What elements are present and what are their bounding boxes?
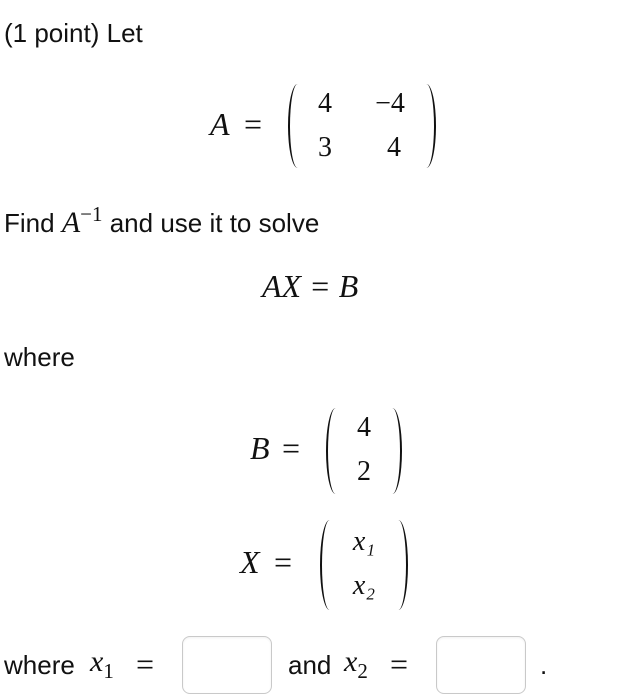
x1-answer-input[interactable] <box>182 636 272 694</box>
vector-b <box>326 408 402 494</box>
vector-b-equals: = <box>282 430 301 466</box>
x1-sub: 1 <box>103 659 114 683</box>
matrix-a-left-paren <box>288 84 304 168</box>
vector-b-cell-1: 4 <box>357 412 371 443</box>
vector-x-right-paren <box>392 520 408 610</box>
find-line <box>4 202 319 240</box>
problem-intro: (1 point) Let <box>4 18 143 48</box>
x2-equals: = <box>390 646 409 682</box>
vector-b-symbol: B <box>250 430 270 466</box>
x1-equals: = <box>136 646 155 682</box>
matrix-a <box>288 84 436 168</box>
matrix-a-equals: = <box>244 106 263 142</box>
and-label: and <box>288 650 332 680</box>
a-inverse-base: A <box>61 206 81 239</box>
vector-x-cell-2: x₂ <box>352 570 376 601</box>
vector-b-cell-2: 2 <box>357 456 371 487</box>
vector-x-left-paren <box>320 520 336 610</box>
equation-ax-b: AX = B <box>262 268 359 304</box>
x2-sub: 2 <box>357 659 368 683</box>
matrix-a-cell-22: 4 <box>387 132 401 163</box>
a-inverse <box>61 202 103 239</box>
x2-answer-input[interactable] <box>436 636 526 694</box>
vector-x-cell-1: x₁ <box>352 526 376 557</box>
find-suffix: and use it to solve <box>109 208 320 238</box>
find-prefix: Find <box>4 208 55 238</box>
x1-label <box>90 645 114 684</box>
where-label: where <box>4 342 75 372</box>
matrix-a-right-paren <box>420 84 436 168</box>
vector-b-left-paren <box>326 408 342 494</box>
where-x1-prefix: where <box>4 650 75 680</box>
vector-x <box>320 520 408 610</box>
x2-var: x <box>344 645 358 678</box>
x1-var: x <box>90 645 104 678</box>
matrix-a-cell-11: 4 <box>318 88 332 119</box>
final-period: . <box>540 650 548 680</box>
vector-b-right-paren <box>386 408 402 494</box>
matrix-a-symbol: A <box>210 106 230 142</box>
vector-x-symbol: X <box>240 544 260 580</box>
matrix-a-cell-21: 3 <box>318 132 332 163</box>
x2-label <box>344 645 368 684</box>
vector-x-equals: = <box>274 544 293 580</box>
a-inverse-exponent: −1 <box>80 202 103 226</box>
matrix-a-cell-12: −4 <box>375 88 405 119</box>
